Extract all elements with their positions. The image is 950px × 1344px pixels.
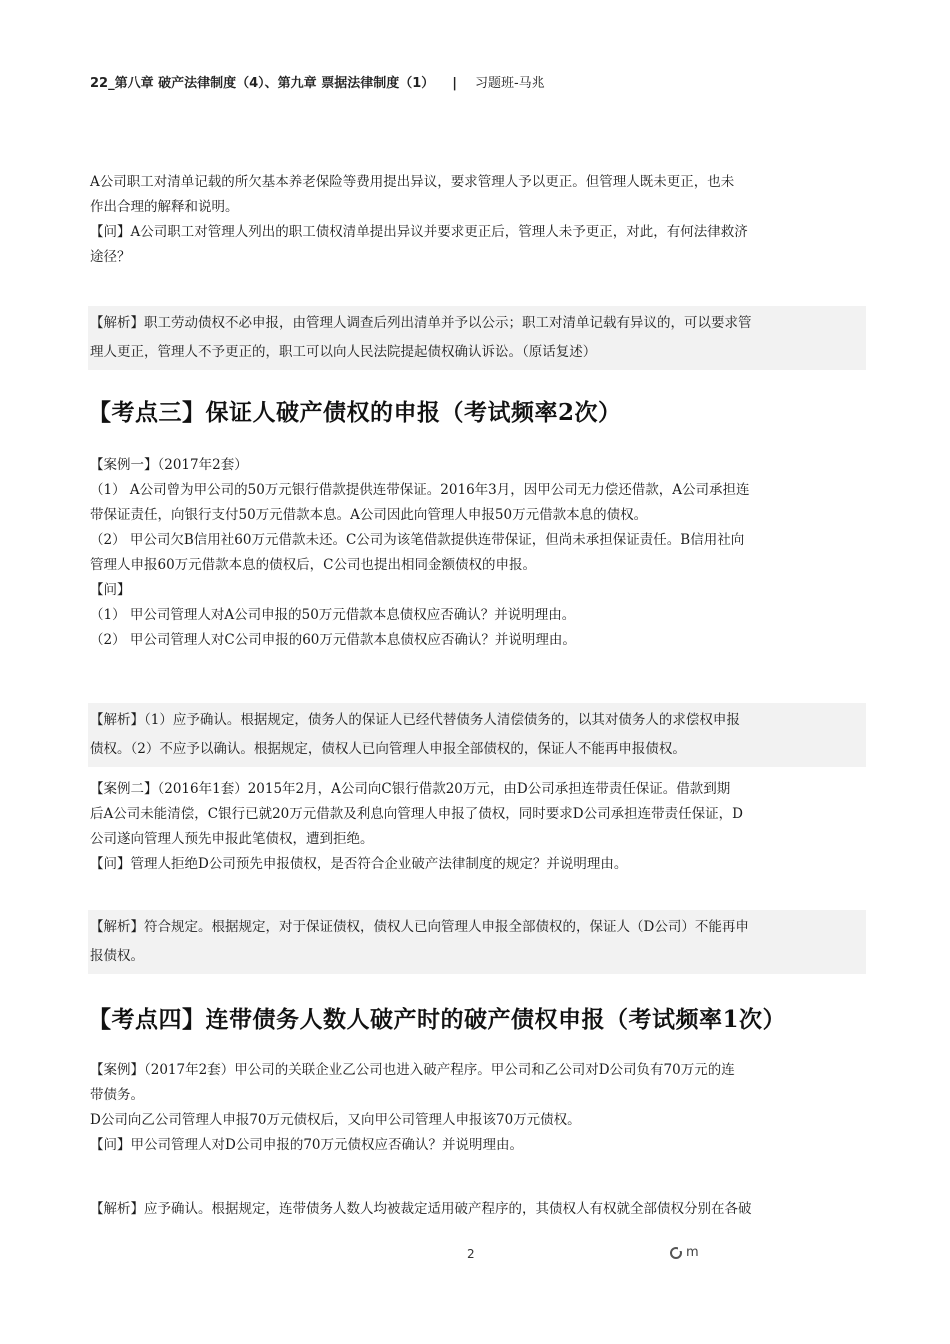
text-line: 带债务。 <box>90 1087 144 1103</box>
text-line: D公司向乙公司管理人申报70万元债权后，又向甲公司管理人申报该70万元债权。 <box>90 1112 581 1128</box>
text-line: A公司职工对清单记载的所欠基本养老保险等费用提出异议，要求管理人予以更正。但管理人既未更正，也未 <box>90 174 735 190</box>
analysis-line: 报债权。 <box>90 948 144 964</box>
text-line: 后A公司未能清偿，C银行已就20万元借款及利息向管理人申报了债权，同时要求D公司承担连带责任保证，D <box>90 806 743 822</box>
header-title: 22_第八章 破产法律制度（4）、第九章 票据法律制度（1） <box>90 76 435 91</box>
section1-body <box>90 170 860 270</box>
header-separator: | <box>452 76 457 91</box>
text-line: （2） 甲公司欠B信用社60万元借款未还。C公司为该笔借款提供连带保证，但尚未承担保证责任。B信用社向 <box>90 532 745 548</box>
case3-analysis <box>90 1197 860 1222</box>
text-line: 【问】A公司职工对管理人列出的职工债权清单提出异议并要求更正后，管理人未予更正，对此，有何法律救济 <box>90 224 748 240</box>
analysis-line: 【解析】（1）应予确认。根据规定，债务人的保证人已经代替债务人清偿债务的，以其对债务人的求偿权申报 <box>90 712 740 728</box>
analysis-line: 理人更正，管理人不予更正的，职工可以向人民法院提起债权确认诉讼。（原话复述） <box>90 344 597 360</box>
text-line: （1） 甲公司管理人对A公司申报的50万元借款本息债权应否确认？并说明理由。 <box>90 607 576 623</box>
case3-body <box>90 1058 860 1158</box>
analysis-line: 【解析】应予确认。根据规定，连带债务人数人均被裁定适用破产程序的，其债权人有权就全部债权分别在各破 <box>90 1201 752 1217</box>
text-line: 管理人申报60万元借款本息的债权后，C公司也提出相同金额债权的申报。 <box>90 557 537 573</box>
text-line: 途径？ <box>90 249 131 265</box>
text-line: 【问】管理人拒绝D公司预先申报债权，是否符合企业破产法律制度的规定？并说明理由。 <box>90 856 628 872</box>
text-line: （1） A公司曾为甲公司的50万元银行借款提供连带保证。2016年3月，因甲公司无力偿还借款，A公司承担连 <box>90 482 750 498</box>
text-line: 【案例二】（2016年1套）2015年2月，A公司向C银行借款20万元，由D公司承担连带责任保证。借款到期 <box>90 781 731 797</box>
text-line: 【案例】（2017年2套）甲公司的关联企业乙公司也进入破产程序。甲公司和乙公司对D公司负有70万元的连 <box>90 1062 735 1078</box>
text-line: 【案例一】（2017年2套） <box>90 457 248 473</box>
text-line: 带保证责任，向银行支付50万元借款本息。A公司因此向管理人申报50万元借款本息的债权。 <box>90 507 648 523</box>
case1-body <box>90 453 860 653</box>
page-header <box>90 72 545 91</box>
case2-analysis <box>88 910 866 974</box>
text-line: （2） 甲公司管理人对C公司申报的60万元借款本息债权应否确认？并说明理由。 <box>90 632 576 648</box>
circle-logo-icon <box>670 1247 682 1259</box>
analysis-line: 【解析】符合规定。根据规定，对于保证债权，债权人已向管理人申报全部债权的，保证人（D公司）不能再申 <box>90 919 749 935</box>
footer-logo <box>670 1245 699 1260</box>
page-number: 2 <box>467 1247 475 1261</box>
analysis-line: 【解析】职工劳动债权不必申报，由管理人调查后列出清单并予以公示；职工对清单记载有异议的，可以要求管 <box>90 315 752 331</box>
text-line: 【问】 <box>90 582 131 598</box>
analysis-line: 债权。（2）不应予以确认。根据规定，债权人已向管理人申报全部债权的，保证人不能再申报债权。 <box>90 741 686 757</box>
header-subtitle: 习题班-马兆 <box>474 76 545 91</box>
section-heading-3: 【考点三】保证人破产债权的申报（考试频率2次） <box>88 399 622 426</box>
section1-analysis <box>88 306 866 370</box>
case1-analysis <box>88 703 866 767</box>
text-line: 公司遂向管理人预先申报此笔债权，遭到拒绝。 <box>90 831 374 847</box>
case2-body <box>90 777 860 877</box>
section-heading-4: 【考点四】连带债务人数人破产时的破产债权申报（考试频率1次） <box>88 1006 787 1033</box>
text-line: 【问】甲公司管理人对D公司申报的70万元债权应否确认？并说明理由。 <box>90 1137 524 1153</box>
text-line: 作出合理的解释和说明。 <box>90 199 239 215</box>
logo-text: m <box>686 1245 699 1260</box>
